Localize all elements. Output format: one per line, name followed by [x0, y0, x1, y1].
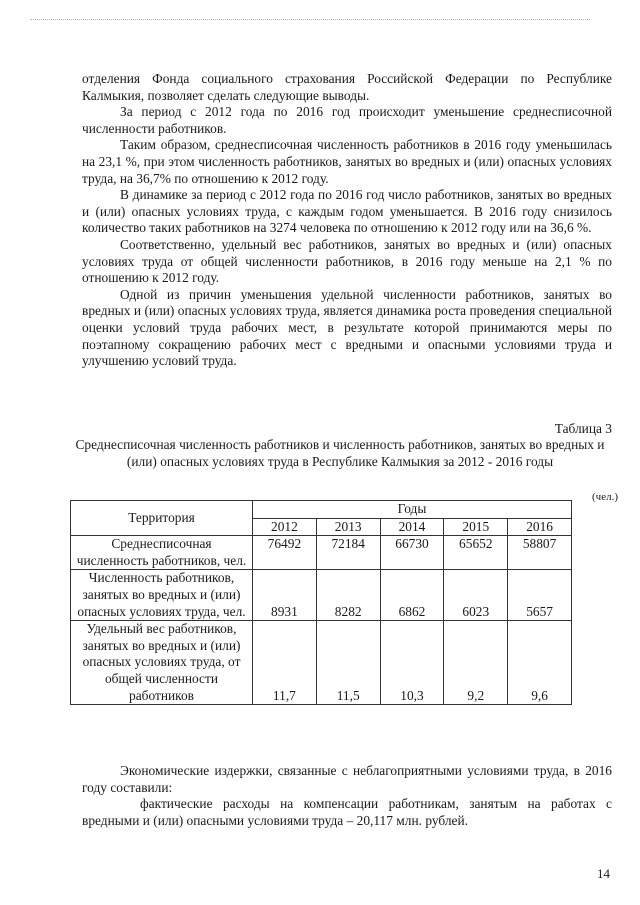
table-cell: 8282	[316, 570, 380, 621]
table-unit: (чел.)	[592, 491, 618, 503]
year-cell: 2015	[444, 518, 508, 536]
table-cell: 10,3	[380, 621, 444, 705]
year-cell: 2013	[316, 518, 380, 536]
row-label: Среднесписочная численность работников, чел.	[71, 536, 253, 570]
year-cell: 2016	[508, 518, 572, 536]
table-row	[71, 536, 572, 570]
table-number: Таблица 3	[554, 421, 612, 436]
table-title: Среднесписочная численность работников и численность работников, занятых во вредных и (или) опасных условиях труда в Республике Калмыкия за 2012 - 2016 годы	[75, 437, 605, 469]
table-cell: 6023	[444, 570, 508, 621]
row-label: Удельный вес работников, занятых во вредных и (или) опасных условиях труда, от общей численности работников	[71, 621, 253, 705]
paragraph: Соответственно, удельный вес работников, занятых во вредных и (или) опасных условиях труда от общей численности работников, в 2016 году меньше на 2,1 % по отношению к 2012 году.	[82, 236, 612, 286]
paragraph: фактические расходы на компенсации работникам, занятым на работах с вредными и (или) опасными условиями труда – 20,117 млн. рублей.	[82, 796, 612, 828]
table-cell: 8931	[253, 570, 317, 621]
paragraph: В динамике за период с 2012 года по 2016 год число работников, занятых во вредных и (или) опасных условиях труда, с каждым годом уменьшается. В 2016 году снизилось количество таких работников на 3274 человека по отношению к 2012 году или на 36,6 %.	[82, 187, 612, 236]
body-text	[82, 71, 612, 370]
page-number: 14	[597, 866, 610, 881]
data-table	[70, 500, 572, 705]
year-cell: 2014	[380, 518, 444, 536]
table-row	[71, 621, 572, 705]
paragraph: За период с 2012 года по 2016 год происходит уменьшение среднесписочной численности работников.	[82, 104, 612, 136]
paragraph: отделения Фонда социального страхования Российской Федерации по Республике Калмыкия, позволяет сделать следующие выводы.	[82, 71, 612, 103]
year-cell: 2012	[253, 518, 317, 536]
paragraph: Экономические издержки, связанные с неблагоприятными условиями труда, в 2016 году составили:	[82, 763, 612, 795]
table-cell: 66730	[380, 536, 444, 570]
table-cell: 58807	[508, 536, 572, 570]
table-cell: 5657	[508, 570, 572, 621]
header-rule	[30, 19, 590, 20]
after-table-text	[82, 763, 612, 829]
table-header-row	[71, 501, 572, 519]
row-label: Численность работников, занятых во вредных и (или) опасных условиях труда, чел.	[71, 570, 253, 621]
header-years: Годы	[253, 501, 572, 519]
table-cell: 6862	[380, 570, 444, 621]
table-row	[71, 570, 572, 621]
table-cell: 11,5	[316, 621, 380, 705]
table-cell: 65652	[444, 536, 508, 570]
table-cell: 76492	[253, 536, 317, 570]
table-cell: 9,2	[444, 621, 508, 705]
table-cell: 72184	[316, 536, 380, 570]
paragraph: Одной из причин уменьшения удельной численности работников, занятых во вредных и (или) опасных условиях труда, является динамика роста проведения специальной оценки условий труда рабочих мест, в результате которой принимаются меры по поэтапному сокращению рабочих мест с вредными и опасными условиями труда и улучшению условий труда.	[82, 286, 612, 369]
header-territory: Территория	[71, 501, 253, 536]
table-cell: 11,7	[253, 621, 317, 705]
table-cell: 9,6	[508, 621, 572, 705]
paragraph: Таким образом, среднесписочная численность работников в 2016 году уменьшилась на 23,1 %, при этом численность работников, занятых во вредных и (или) опасных условиях труда, на 36,7% по отношению к 2012 году.	[82, 137, 612, 186]
